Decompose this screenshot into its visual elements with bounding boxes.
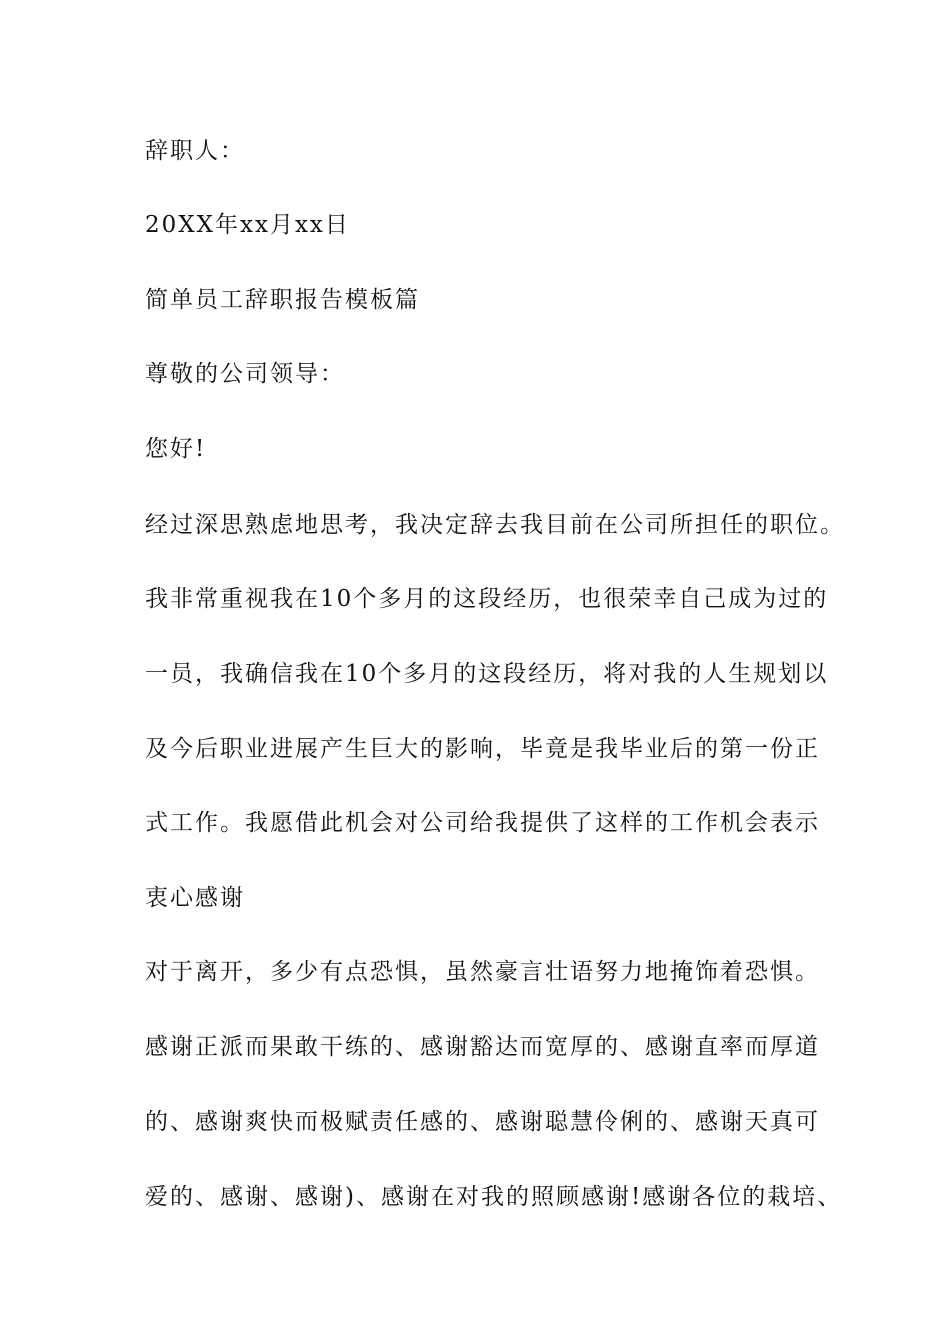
body-paragraph-line: 爱的、感谢、感谢)、感谢在对我的照顾感谢!感谢各位的栽培、: [145, 1184, 843, 1210]
greeting: 您好!: [145, 436, 207, 462]
date-line: 20XX年xx月xx日: [145, 212, 350, 238]
salutation: 尊敬的公司领导：: [145, 361, 345, 387]
body-paragraph-line: 及今后职业进展产生巨大的影响，毕竟是我毕业后的第一份正: [145, 736, 820, 762]
body-paragraph-line: 感谢正派而果敢干练的、感谢豁达而宽厚的、感谢直率而厚道: [145, 1034, 820, 1060]
section-title: 简单员工辞职报告模板篇: [145, 287, 420, 313]
body-paragraph-line: 对于离开，多少有点恐惧，虽然豪言壮语努力地掩饰着恐惧。: [145, 959, 820, 985]
signature-label: 辞职人：: [145, 138, 245, 164]
body-paragraph-line: 经过深思熟虑地思考，我决定辞去我目前在公司所担任的职位。: [145, 512, 845, 538]
body-paragraph-line: 的、感谢爽快而极赋责任感的、感谢聪慧伶俐的、感谢天真可: [145, 1109, 820, 1135]
body-paragraph-line: 衷心感谢: [145, 885, 245, 911]
body-paragraph-line: 我非常重视我在10个多月的这段经历，也很荣幸自己成为过的: [145, 586, 829, 612]
body-paragraph-line: 式工作。我愿借此机会对公司给我提供了这样的工作机会表示: [145, 810, 820, 836]
body-paragraph-line: 一员，我确信我在10个多月的这段经历，将对我的人生规划以: [145, 661, 829, 687]
